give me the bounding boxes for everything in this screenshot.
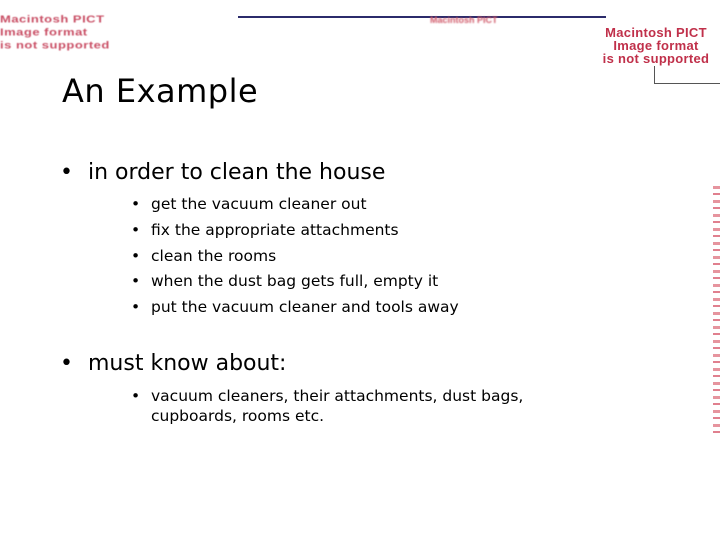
bullet-glyph: • <box>131 387 141 405</box>
placeholder-frame-vertical <box>654 66 655 84</box>
list-item-text: get the vacuum cleaner out <box>151 195 367 213</box>
placeholder-line-1: Macintosh PICT <box>605 25 707 40</box>
list-item <box>131 244 459 270</box>
bullet-heading: must know about: <box>88 351 287 376</box>
bullet-glyph: • <box>131 220 141 239</box>
bullet-glyph: • <box>60 351 73 376</box>
cleaning-steps-list <box>131 192 459 321</box>
bullet-glyph: • <box>131 246 141 265</box>
bullet-heading: in order to clean the house <box>88 160 386 185</box>
placeholder-line-3: is not supported <box>602 51 710 66</box>
list-item-text: put the vacuum cleaner and tools away <box>151 298 459 317</box>
list-item <box>131 192 459 218</box>
list-item <box>131 218 459 244</box>
list-item-text: clean the rooms <box>151 246 277 265</box>
top-placeholder-smear: Macintosh PICT <box>430 15 498 24</box>
unsupported-image-placeholder-top-left <box>0 13 250 51</box>
bullet-glyph: • <box>131 195 141 213</box>
bullet-must-know-about <box>60 351 286 376</box>
knowledge-list-item <box>131 386 523 426</box>
placeholder-line-1: Macintosh PICT <box>0 13 105 25</box>
list-item <box>131 269 459 295</box>
right-edge-image-strip <box>713 186 720 436</box>
list-item-text: vacuum cleaners, their attachments, dust bags, <box>151 387 524 405</box>
bullet-glyph: • <box>60 160 73 185</box>
list-item-text: fix the appropriate attachments <box>151 220 399 239</box>
placeholder-line-3: is not supported <box>0 39 110 51</box>
bullet-in-order-to-clean <box>60 160 385 185</box>
slide-title: An Example <box>62 72 259 110</box>
placeholder-line-2: Image format <box>0 26 88 38</box>
list-item-text-continued: cupboards, rooms etc. <box>151 407 325 425</box>
placeholder-line-2: Image format <box>613 38 699 53</box>
placeholder-frame-horizontal <box>654 83 720 84</box>
list-item-text: when the dust bag gets full, empty it <box>151 272 439 291</box>
list-item <box>131 295 459 321</box>
unsupported-image-placeholder-top-right <box>592 26 720 68</box>
bullet-glyph: • <box>131 272 141 291</box>
bullet-glyph: • <box>131 298 141 317</box>
